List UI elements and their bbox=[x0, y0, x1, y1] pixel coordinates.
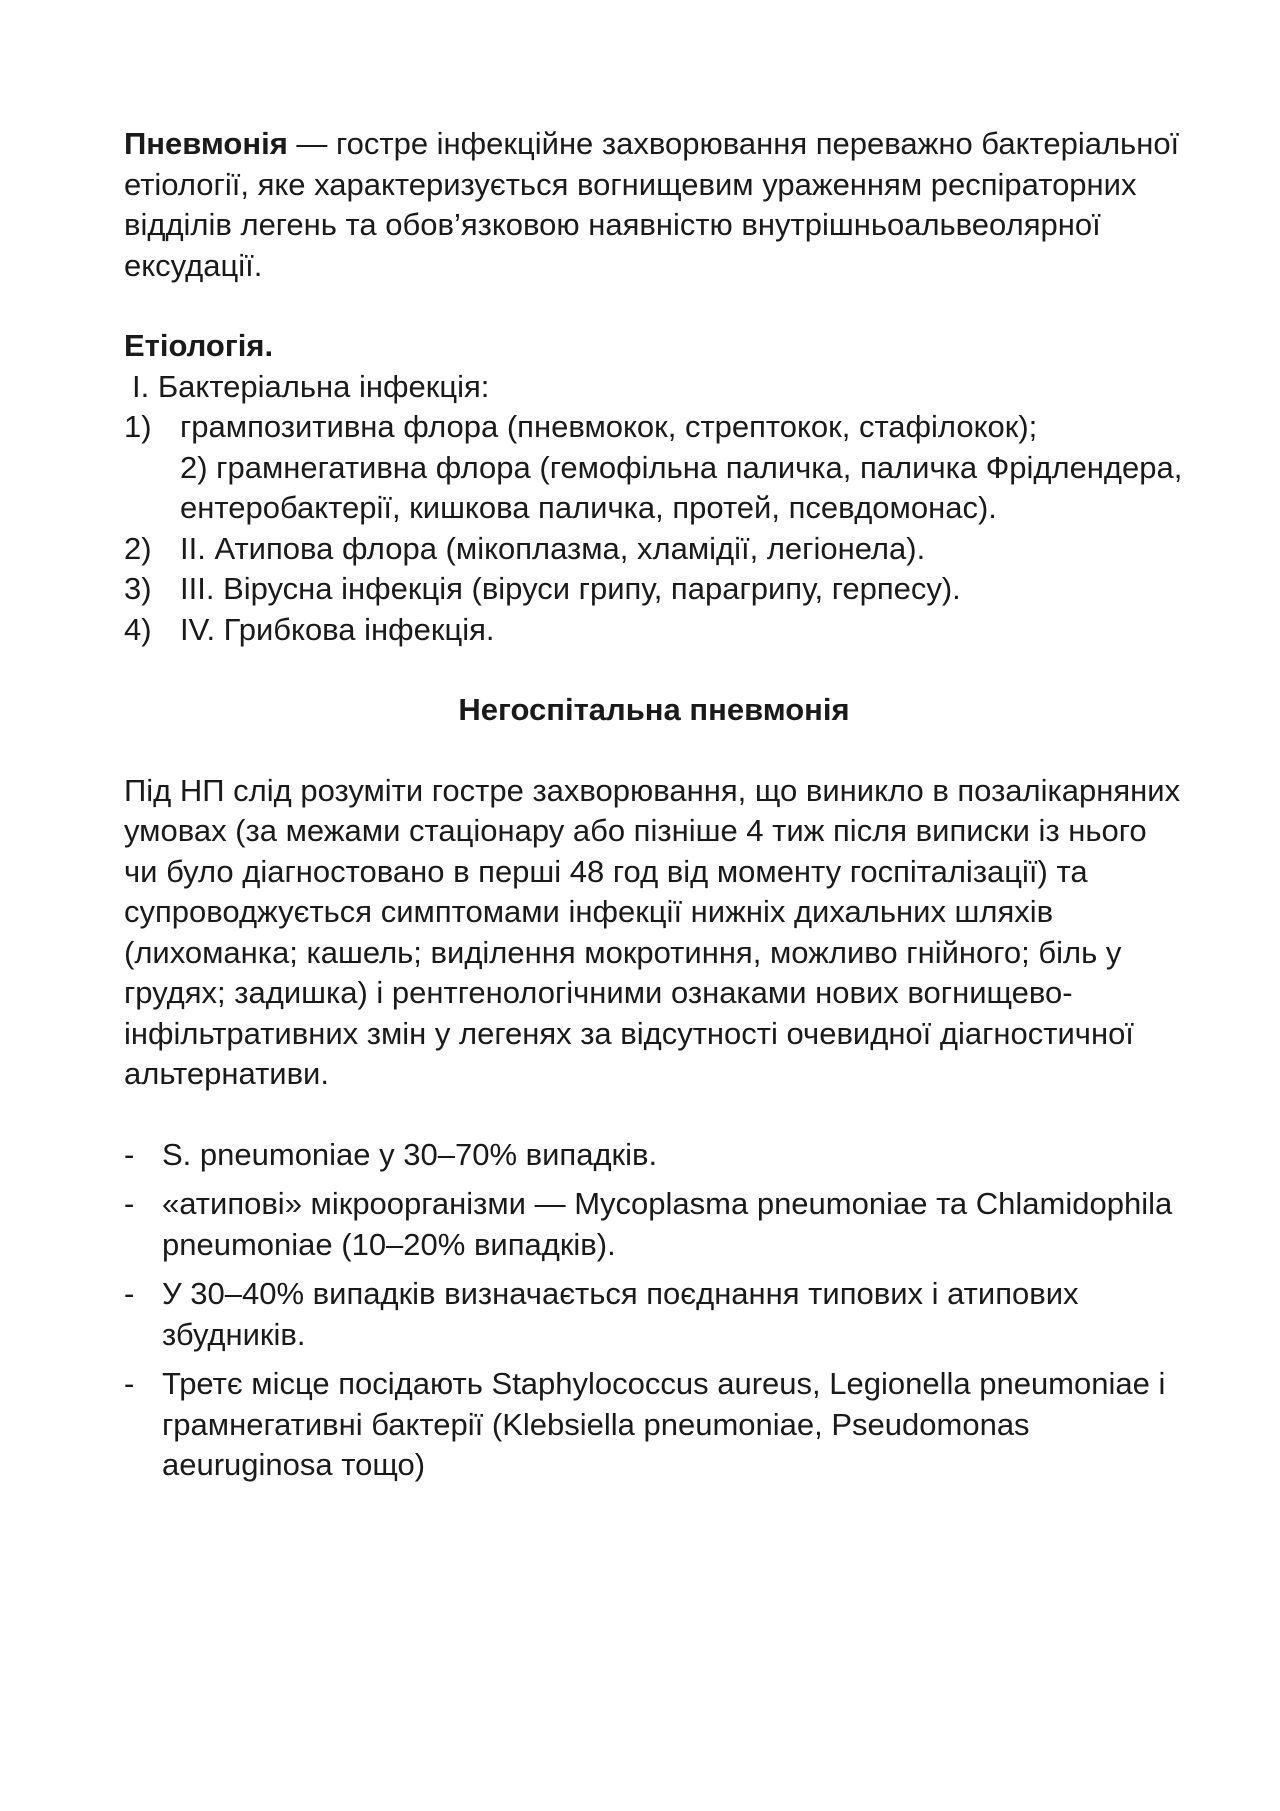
list-item bbox=[124, 610, 1184, 651]
intro-term: Пневмонія bbox=[124, 126, 288, 161]
list-item-text: грампозитивна флора (пневмокок, стрептокок, стафілокок); bbox=[180, 409, 1038, 444]
list-marker: 2) bbox=[124, 530, 152, 566]
list-marker: 1) bbox=[124, 409, 152, 444]
intro-definition: — гостре інфекційне захворювання переважно бактеріальної етіології, яке характеризується вогнищевим ураженням респіраторних відділів легень та обов’язковою наявністю внутрішньоальвеолярної ексудації. bbox=[124, 126, 1180, 283]
etiology-heading: Етіологія. bbox=[124, 328, 274, 363]
dash-marker: - bbox=[124, 1186, 135, 1221]
list-item-text: III. Вірусна інфекція (віруси грипу, парагрипу, герпесу). bbox=[180, 571, 961, 606]
dash-marker: - bbox=[124, 1366, 135, 1401]
list-item bbox=[124, 529, 1184, 570]
list-item-text: 2) грамнегативна флора (гемофільна паличка, паличка Фрідлендера, ентеробактерії, кишкова паличка, протей, псевдомонас). bbox=[180, 449, 1183, 525]
list-marker: 3) bbox=[124, 571, 152, 606]
section-heading: Негоспітальна пневмонія bbox=[458, 692, 850, 727]
list-item bbox=[124, 448, 1184, 529]
dash-marker: - bbox=[124, 1276, 135, 1311]
dash-marker: - bbox=[124, 1136, 135, 1172]
list-item-text: S. pneumoniae у 30–70% випадків. bbox=[162, 1136, 658, 1172]
list-item-text: «атипові» мікроорганізми — Mycoplasma pneumoniae та Chlamidophila pneumoniae (10–20% випадків). bbox=[162, 1186, 1173, 1262]
document-page bbox=[124, 124, 1184, 1495]
list-item bbox=[124, 1274, 1184, 1355]
etiology-list bbox=[124, 407, 1184, 650]
definition-paragraph: Під НП слід розуміти гостре захворювання, що виникло в позалікарняних умовах (за межами стаціонару або пізніше 4 тиж після виписки із нього чи було діагностовано в перші 48 год від моменту госпіталізації) та супроводжується симптомами інфекції нижніх дихальних шляхів (лихоманка; кашель; виділення мокротиння, можливо гнійного; біль у грудях; задишка) і рентгенологічними ознаками нових вогнищево-інфільтративних змін у легенях за відсутності очевидної діагностичної альтернативи. bbox=[124, 772, 1181, 1091]
list-item bbox=[124, 1184, 1184, 1265]
list-item-text: У 30–40% випадків визначається поєднання типових і атипових збудників. bbox=[162, 1276, 1079, 1352]
list-marker: 4) bbox=[124, 611, 152, 647]
list-item-text: IV. Грибкова інфекція. bbox=[180, 611, 495, 647]
pathogen-list bbox=[124, 1135, 1184, 1486]
list-item-text: II. Атипова флора (мікоплазма, хламідії, легіонела). bbox=[180, 530, 926, 566]
list-item bbox=[124, 1364, 1184, 1486]
list-item bbox=[124, 407, 1184, 448]
list-item-text: Третє місце посідають Staphylococcus aureus, Legionella pneumoniae і грамнегативні бактерії (Klebsiella pneumoniae, Pseudomonas aeuruginosa тощо) bbox=[162, 1366, 1166, 1482]
etiology-subheading: I. Бактеріальна інфекція: bbox=[132, 368, 490, 404]
intro-paragraph bbox=[124, 124, 1184, 286]
list-item bbox=[124, 569, 1184, 610]
list-item bbox=[124, 1135, 1184, 1176]
